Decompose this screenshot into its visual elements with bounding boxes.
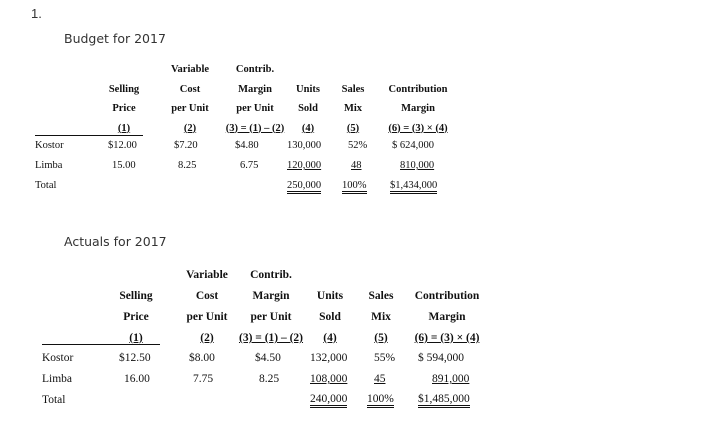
actuals-cell-var-cost: 7.75 (193, 373, 214, 385)
actuals-header-variable: Variable Cost per Unit (2) (186, 269, 228, 344)
budget-row-label: Limba (35, 160, 63, 171)
actuals-row-label: Kostor (42, 352, 74, 364)
actuals-cell-margin: $ 594,000 (418, 352, 464, 364)
budget-row-label: Total (35, 180, 57, 191)
budget-header-rule (35, 135, 143, 136)
actuals-cell-margin: $1,485,000 (418, 394, 470, 408)
actuals-header-selling: Selling Price (1) (119, 290, 153, 344)
actuals-header-rule (42, 344, 160, 345)
budget-cell-margin: $ 624,000 (392, 140, 434, 151)
actuals-cell-cm: 8.25 (259, 373, 280, 385)
actuals-title: Actuals for 2017 (64, 234, 167, 249)
budget-cell-price: 15.00 (112, 160, 136, 171)
question-number: 1. (31, 6, 42, 21)
budget-cell-margin: 810,000 (400, 160, 435, 171)
actuals-cell-mix: 100% (367, 394, 394, 408)
actuals-cell-mix: 45 (374, 373, 386, 385)
budget-header-mix: Sales Mix (5) (341, 83, 365, 134)
budget-header-variable: Variable Cost per Unit (2) (170, 64, 210, 134)
budget-header-contrib: Contrib. Margin per Unit (3) = (1) – (2) (225, 64, 285, 134)
actuals-cell-units: 108,000 (310, 373, 348, 385)
budget-cell-units: 120,000 (287, 160, 322, 171)
actuals-header-contrib: Contrib. Margin per Unit (3) = (1) – (2) (238, 269, 304, 344)
budget-cell-margin: $1,434,000 (390, 180, 437, 194)
budget-row-label: Kostor (35, 140, 64, 151)
actuals-cell-units: 240,000 (310, 394, 347, 408)
actuals-cell-var-cost: $8.00 (189, 352, 215, 364)
actuals-cell-margin: 891,000 (432, 373, 470, 385)
actuals-header-mix: Sales Mix (5) (368, 290, 394, 344)
actuals-row-label: Total (42, 394, 66, 406)
actuals-header-contribution: Contribution Margin (6) = (3) × (4) (414, 290, 480, 344)
budget-cell-price: $12.00 (108, 140, 137, 151)
budget-cell-units: 250,000 (287, 180, 321, 194)
budget-cell-mix: 48 (351, 160, 362, 171)
budget-cell-mix: 100% (342, 180, 367, 194)
actuals-cell-mix: 55% (374, 352, 396, 364)
budget-header-units: Units Sold (4) (296, 83, 320, 134)
budget-cell-cm: 6.75 (240, 160, 259, 171)
actuals-cell-price: $12.50 (119, 352, 151, 364)
budget-cell-var-cost: 8.25 (178, 160, 197, 171)
budget-header-selling: Selling Price (1) (108, 83, 140, 134)
budget-cell-var-cost: $7.20 (174, 140, 198, 151)
budget-cell-cm: $4.80 (235, 140, 259, 151)
actuals-row-label: Limba (42, 373, 73, 385)
budget-cell-units: 130,000 (287, 140, 322, 151)
budget-header-contribution: Contribution Margin (6) = (3) × (4) (388, 83, 448, 134)
budget-cell-mix: 52% (348, 140, 368, 151)
actuals-header-units: Units Sold (4) (316, 290, 344, 344)
actuals-cell-units: 132,000 (310, 352, 348, 364)
actuals-cell-price: 16.00 (124, 373, 150, 385)
budget-title: Budget for 2017 (64, 31, 166, 46)
actuals-cell-cm: $4.50 (255, 352, 281, 364)
